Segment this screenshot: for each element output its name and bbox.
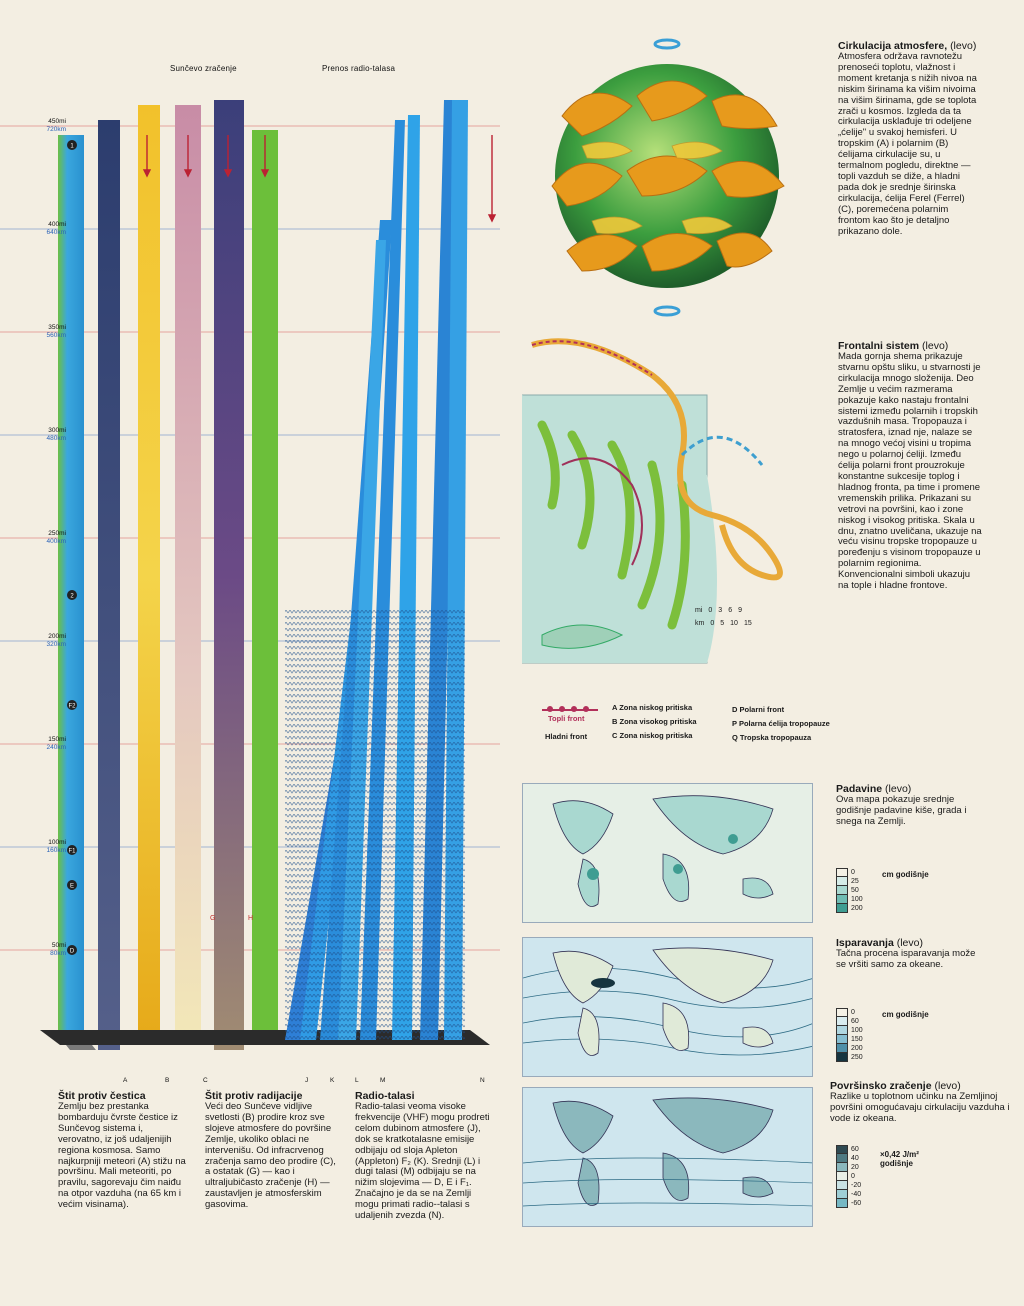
- atmosphere-diagram: [0, 40, 500, 1085]
- scale-mi-1: 3: [718, 607, 723, 614]
- solar-radiation-header: Sunčevo zračenje: [170, 64, 237, 73]
- altitude-label: [22, 530, 66, 546]
- altitude-kilometers: 400km: [46, 538, 66, 545]
- legend-row: [836, 1190, 861, 1199]
- legend-value: 100: [851, 1027, 863, 1034]
- warm-front-label: Topli front: [548, 714, 585, 723]
- scale-mi-3: 9: [738, 607, 743, 614]
- altitude-label: [22, 427, 66, 443]
- legend-value: 100: [851, 896, 863, 903]
- caption-evaporation-body: Tačna procena isparavanja može se vršiti samo za okeane.: [836, 948, 976, 970]
- cold-front-label: Hladni front: [545, 732, 588, 741]
- legend-row: [836, 1172, 861, 1181]
- legend-row: [836, 1035, 863, 1044]
- legend-value: 20: [851, 1164, 859, 1171]
- frontal-scale: [695, 607, 752, 627]
- scale-km-2: 10: [730, 620, 738, 627]
- column-letter: B: [165, 1077, 170, 1084]
- legend-q: Q Tropska tropopauza: [732, 733, 812, 742]
- altitude-label: [22, 942, 66, 958]
- caption-radio-title: Radio-talasi: [355, 1090, 415, 1102]
- legend-d: D Polarni front: [732, 705, 785, 714]
- surface-radiation-map-svg: [523, 1088, 813, 1227]
- scale-mi-0: 0: [708, 607, 713, 614]
- caption-precipitation-suffix: (levo): [885, 783, 912, 795]
- evaporation-map-svg: [523, 938, 813, 1077]
- legend-row: [836, 1044, 863, 1053]
- caption-surface-radiation-body: Razlike u toplotnom učinku na Zemljinoj površini omogućavaju cirkulaciju vazduha i vode iz okeana.: [830, 1091, 1010, 1124]
- circulation-globe-figure: [522, 36, 822, 321]
- surface-radiation-unit: ×0,42 J/m² godišnje: [880, 1150, 919, 1168]
- altitude-miles: 250mi: [48, 530, 66, 537]
- legend-value: 0: [851, 869, 855, 876]
- frontal-svg: [522, 335, 822, 665]
- caption-radio-body: Radio-talasi veoma visoke frekvencije (VHF) mogu prodreti celom dubinom atmosfere (J), dok se kratkotalasne emisije odbijaju od sloja Apleton (Appleton) F₂ (K). Srednji (L) i dugi talasi (M) odbijaju se na nižim slojevima — D, E i F₁. Značajno je da se na Zemlji mogu primati radio--talasi s udaljenih zvezda (N).: [355, 1101, 490, 1222]
- altitude-kilometers: 240km: [46, 744, 66, 751]
- legend-swatch: [836, 895, 848, 904]
- caption-evaporation-suffix: (levo): [896, 937, 923, 949]
- evaporation-map: [522, 937, 813, 1077]
- precipitation-unit: cm godišnje: [882, 870, 929, 879]
- altitude-miles: 100mi: [48, 839, 66, 846]
- scale-mi-2: 6: [728, 607, 733, 614]
- altitude-kilometers: 80km: [50, 950, 66, 957]
- caption-precipitation: [836, 783, 986, 828]
- radio-transfer-header: Prenos radio-talasa: [322, 64, 396, 73]
- legend-swatch: [836, 1053, 848, 1062]
- legend-p: P Polarna ćelija tropopauze: [732, 719, 830, 728]
- altitude-miles: 150mi: [48, 736, 66, 743]
- altitude-kilometers: 480km: [46, 435, 66, 442]
- legend-row: [836, 1199, 861, 1208]
- legend-value: 50: [851, 887, 859, 894]
- column-letter: A: [123, 1077, 128, 1084]
- globe-svg: [522, 36, 822, 321]
- precipitation-map: [522, 783, 813, 923]
- caption-particles-title: Štit protiv čestica: [58, 1090, 146, 1102]
- legend-swatch: [836, 1035, 848, 1044]
- caption-evaporation: [836, 937, 986, 971]
- altitude-miles: 400mi: [48, 221, 66, 228]
- legend-swatch: [836, 904, 848, 913]
- legend-b: B Zona visokog pritiska: [612, 717, 697, 726]
- legend-row: [836, 1181, 861, 1190]
- caption-surface-radiation: [830, 1080, 1020, 1125]
- caption-precipitation-body: Ova mapa pokazuje srednje godišnje padavine kiše, grada i snega na Zemlji.: [836, 794, 967, 827]
- legend-value: 25: [851, 878, 859, 885]
- column-letter: K: [330, 1077, 335, 1084]
- caption-particles: [58, 1090, 188, 1211]
- legend-value: -20: [851, 1182, 862, 1189]
- legend-value: -60: [851, 1200, 862, 1207]
- layer-marker-label: 1: [70, 143, 74, 150]
- column-letter: J: [305, 1077, 309, 1084]
- caption-frontal: [838, 340, 983, 592]
- layer-marker-label: E: [69, 883, 75, 890]
- altitude-kilometers: 160km: [46, 847, 66, 854]
- legend-row: [836, 1053, 863, 1062]
- legend-value: 0: [851, 1173, 855, 1180]
- caption-surface-radiation-title: Površinsko zračenje: [830, 1080, 932, 1092]
- altitude-kilometers: 640km: [46, 229, 66, 236]
- legend-row: [836, 1017, 863, 1026]
- altitude-label: [22, 324, 66, 340]
- legend-swatch: [836, 1026, 848, 1035]
- scale-km-0: 0: [710, 620, 715, 627]
- layer-marker-label: F2: [68, 703, 76, 710]
- legend-row: [836, 1026, 863, 1035]
- altitude-kilometers: 320km: [46, 641, 66, 648]
- caption-frontal-suffix: (levo): [922, 340, 949, 352]
- scale-km-3: 15: [743, 620, 752, 627]
- legend-swatch: [836, 1199, 848, 1208]
- atmosphere-svg: [0, 40, 500, 1085]
- altitude-miles: 50mi: [51, 942, 66, 949]
- surface-radiation-map: [522, 1087, 813, 1227]
- altitude-kilometers: 720km: [46, 126, 66, 133]
- legend-value: 40: [851, 1155, 859, 1162]
- column-b-strip: [98, 120, 120, 1050]
- frontal-legend: [540, 700, 870, 748]
- legend-row: [836, 868, 863, 877]
- legend-swatch: [836, 1154, 848, 1163]
- column-letter: M: [380, 1077, 386, 1084]
- caption-frontal-body: Mada gornja shema prikazuje stvarnu opštu sliku, u stvarnosti je cirkulacija mnogo složenija. Deo Zemlje u većim razmerama pokazuje kako nastaju frontalni sistemi između polarnih i tropskih vazdušnih masa. Tropopauza i stratosfera, iznad nje, nalaze se na mnogo većoj visini u tropima nego u polarnoj ćeliji. Između ćelija polarni front prouzrokuje konstantne sukcesije toplog i hladnog fronta, pa time i promene vremenskih prilika. Prikazani su vetrovi na površini, kao i zone niskog i visokog pritiska. Skala u dnu, znatno uveličana, ukazuje na veću visinu tropske tropopauze u poređenju s visinom tropopauze u polarnim regionima. Konvencionalni simboli ukazuju na tople i hladne frontove.: [838, 351, 982, 592]
- altitude-miles: 200mi: [48, 633, 66, 640]
- legend-swatch: [836, 1145, 848, 1154]
- caption-evaporation-title: Isparavanja: [836, 937, 894, 949]
- legend-value: 0: [851, 1009, 855, 1016]
- altitude-miles: 350mi: [48, 324, 66, 331]
- precipitation-legend: [836, 868, 863, 913]
- altitude-label: [22, 118, 66, 134]
- legend-swatch: [836, 1190, 848, 1199]
- caption-circulation: [838, 40, 983, 237]
- surface-radiation-legend: [836, 1145, 861, 1208]
- legend-row: [836, 877, 863, 886]
- evaporation-unit: cm godišnje: [882, 1010, 929, 1019]
- legend-value: 250: [851, 1054, 863, 1061]
- legend-row: [836, 904, 863, 913]
- legend-a: A Zona niskog pritiska: [612, 703, 693, 712]
- legend-swatch: [836, 1172, 848, 1181]
- layer-marker-label: F1: [68, 848, 76, 855]
- scale-mi-label: mi: [695, 607, 703, 614]
- caption-precipitation-title: Padavine: [836, 783, 883, 795]
- altitude-label: [22, 221, 66, 237]
- scale-km-row: [695, 620, 752, 627]
- scale-mi-row: [695, 607, 752, 614]
- caption-radiation-body: Veći deo Sunčeve vidljive svetlosti (B) prodire kroz sve slojeve atmosfere do površine Zemlje, ukoliko oblaci ne intervenišu. Od infracrvenog zračenja samo deo prodire (C), a ostatak (G) — kao i ultraljubičasto zračenje (H) — zaustavljen je atmosferskim gasovima.: [205, 1101, 336, 1211]
- layer-marker-label: 2: [70, 593, 74, 600]
- altitude-label: [22, 839, 66, 855]
- legend-row: [836, 895, 863, 904]
- legend-swatch: [836, 1181, 848, 1190]
- legend-swatch: [836, 1163, 848, 1172]
- altitude-miles: 300mi: [48, 427, 66, 434]
- legend-row: [836, 886, 863, 895]
- legend-value: 60: [851, 1146, 859, 1153]
- column-a-strip: [58, 135, 96, 1050]
- legend-value: 60: [851, 1018, 859, 1025]
- altitude-kilometers: 560km: [46, 332, 66, 339]
- legend-swatch: [836, 877, 848, 886]
- legend-row: [836, 1154, 861, 1163]
- legend-c: C Zona niskog pritiska: [612, 731, 693, 740]
- caption-radio: [355, 1090, 493, 1222]
- altitude-label: [22, 736, 66, 752]
- caption-circulation-suffix: (levo): [950, 40, 977, 52]
- caption-particles-body: Zemlju bez prestanka bombarduju čvrste čestice iz Sunčevog sistema i, verovatno, iz još udaljenijih regiona kosmosa. Samo najkurpniji meteori (A) stižu na površinu. Mali meteoriti, po pravilu, sagorevaju čim naiđu na otpor vazduha (na 65 km i većim visinama).: [58, 1101, 186, 1211]
- caption-circulation-title: Cirkulacija atmosfere,: [838, 40, 948, 52]
- altitude-miles: 450mi: [48, 118, 66, 125]
- caption-surface-radiation-suffix: (levo): [934, 1080, 961, 1092]
- caption-radiation-title: Štit protiv radijacije: [205, 1090, 303, 1102]
- scale-km-label: km: [695, 620, 705, 627]
- legend-swatch: [836, 1017, 848, 1026]
- legend-swatch: [836, 868, 848, 877]
- column-letter: L: [355, 1077, 359, 1084]
- legend-row: [836, 1163, 861, 1172]
- caption-radiation: [205, 1090, 339, 1211]
- frontal-system-figure: [522, 335, 822, 665]
- legend-swatch: [836, 1044, 848, 1053]
- legend-value: -40: [851, 1191, 862, 1198]
- legend-swatch: [836, 886, 848, 895]
- evaporation-legend: [836, 1008, 863, 1062]
- scale-km-1: 5: [720, 620, 725, 627]
- band-letter-h: H: [248, 915, 254, 922]
- legend-swatch: [836, 1008, 848, 1017]
- legend-row: [836, 1008, 863, 1017]
- radio-wave-beams: [285, 100, 468, 1040]
- precipitation-map-svg: [523, 784, 813, 923]
- legend-row: [836, 1145, 861, 1154]
- legend-value: 150: [851, 1036, 863, 1043]
- column-letter: N: [480, 1077, 485, 1084]
- legend-value: 200: [851, 1045, 863, 1052]
- column-c-strip: [138, 100, 278, 1050]
- column-letter: C: [203, 1077, 208, 1084]
- legend-value: 200: [851, 905, 863, 912]
- altitude-label: [22, 633, 66, 649]
- band-letter-g: G: [210, 915, 216, 922]
- caption-frontal-title: Frontalni sistem: [838, 340, 920, 352]
- layer-marker-label: D: [69, 948, 75, 955]
- caption-circulation-body: Atmosfera održava ravnotežu prenoseći toplotu, vlažnost i moment kretanja s nižih nivoa na niskim širinama ka višim nivoima na višim širinama, gde se toplota zrači u kosmos. Izgleda da ta cirkulacija usklađuje tri odeljene „ćelije" u svakoj hemisferi. U tropskim (A) i polarnim (B) ćelijama cirkulacije su, u termalnom pogledu, direktne — topli vazduh se diže, a hladni pada dok je srednje širinska cirkulacija, ćelija Ferel (Ferrel) (C), poremećena polarnim frontom kao što je detaljno prikazano dole.: [838, 51, 977, 237]
